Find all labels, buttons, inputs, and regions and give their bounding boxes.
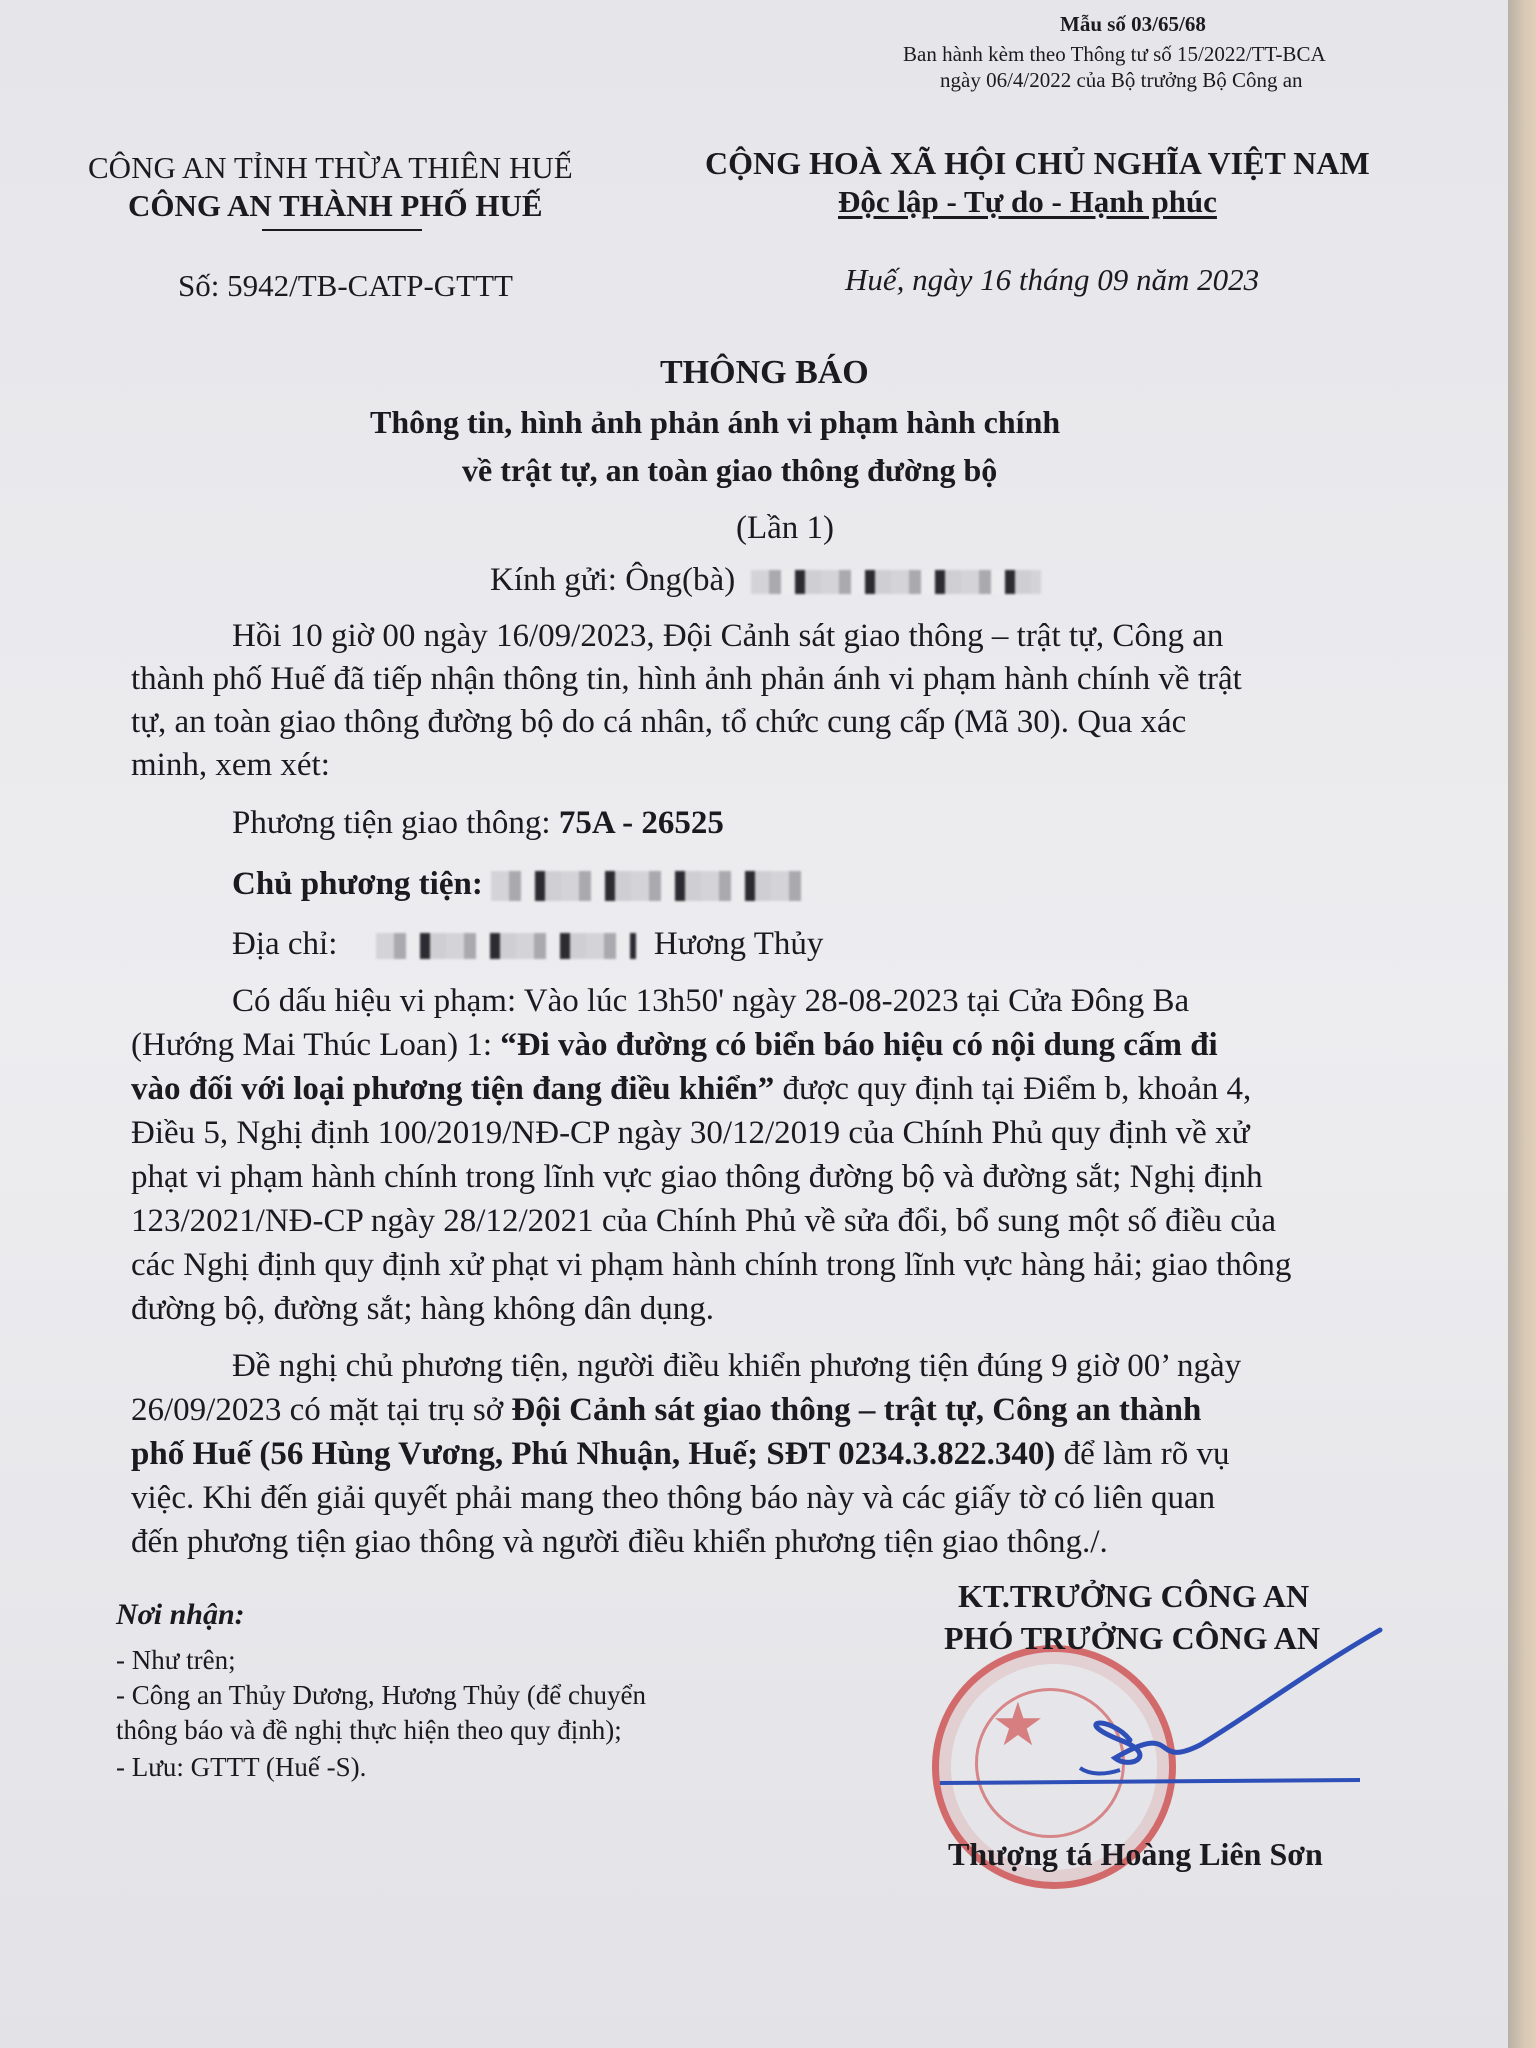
request-line-2 xyxy=(131,1392,1201,1429)
recipient-item-1: - Như trên; xyxy=(116,1645,236,1675)
intro-line-1: Hồi 10 giờ 00 ngày 16/09/2023, Đội Cảnh sát giao thông – trật tự, Công an xyxy=(232,618,1224,654)
violation-line-2 xyxy=(131,1027,1218,1064)
request-line-3 xyxy=(131,1436,1230,1473)
address-district: Hương Thủy xyxy=(653,926,824,962)
request-purpose: để làm rõ vụ xyxy=(1055,1436,1230,1472)
intro-line-2: thành phố Huế đã tiếp nhận thông tin, hình ảnh phản ánh vi phạm hành chính về trật xyxy=(131,661,1242,697)
subtitle-line-1: Thông tin, hình ảnh phản ánh vi phạm hành chính xyxy=(370,404,1061,440)
violation-line-6: 123/2021/NĐ-CP ngày 28/12/2021 của Chính Phủ về sửa đổi, bổ sung một số điều của xyxy=(131,1203,1277,1239)
violation-line-3 xyxy=(131,1071,1251,1108)
signature-title-2: PHÓ TRƯỞNG CÔNG AN xyxy=(944,1620,1321,1656)
document-number: Số: 5942/TB-CATP-GTTT xyxy=(178,268,513,303)
form-issued-by: Ban hành kèm theo Thông tư số 15/2022/TT-BCA xyxy=(903,42,1326,66)
seal-star-icon: ★ xyxy=(991,1692,1045,1758)
handwritten-signature xyxy=(930,1620,1390,1820)
redacted-address xyxy=(376,933,636,959)
intro-line-4: minh, xem xét: xyxy=(131,747,330,783)
violation-line-7: các Nghị định quy định xử phạt vi phạm hành chính trong lĩnh vực hàng hải; giao thông xyxy=(131,1247,1292,1283)
request-date: 26/09/2023 có mặt tại trụ sở xyxy=(131,1392,512,1428)
unit-underline xyxy=(262,229,422,231)
document-title: THÔNG BÁO xyxy=(660,354,869,391)
violation-line-8: đường bộ, đường sắt; hàng không dân dụng. xyxy=(131,1291,715,1327)
intro-line-3: tự, an toàn giao thông đường bộ do cá nhân, tổ chức cung cấp (Mã 30). Qua xác xyxy=(131,704,1187,740)
address-line xyxy=(232,926,823,963)
recipient-item-2-continued: thông báo và đề nghị thực hiện theo quy định); xyxy=(116,1715,622,1745)
recipients-heading: Nơi nhận: xyxy=(116,1598,245,1631)
request-office-address: phố Huế (56 Hùng Vương, Phú Nhuận, Huế; SĐT 0234.3.822.340) xyxy=(131,1436,1056,1472)
vehicle-line xyxy=(232,805,724,842)
owner-line xyxy=(232,866,801,903)
violation-line-1: Có dấu hiệu vi phạm: Vào lúc 13h50' ngày 28-08-2023 tại Cửa Đông Ba xyxy=(232,983,1190,1019)
violation-line-4: Điều 5, Nghị định 100/2019/NĐ-CP ngày 30/12/2019 của Chính Phủ quy định về xử xyxy=(131,1115,1250,1151)
national-motto: Độc lập - Tự do - Hạnh phúc xyxy=(838,184,1217,219)
recipient-item-2: - Công an Thủy Dương, Hương Thủy (để chuyển xyxy=(116,1680,647,1710)
violation-description-part-1: “Đi vào đường có biển báo hiệu có nội dung cấm đi xyxy=(500,1027,1218,1063)
signature-title-1: KT.TRƯỞNG CÔNG AN xyxy=(958,1578,1310,1614)
violation-location: (Hướng Mai Thúc Loan) 1: xyxy=(131,1027,501,1063)
subtitle-line-2: về trật tự, an toàn giao thông đường bộ xyxy=(462,452,998,488)
violation-description-part-2: vào đối với loại phương tiện đang điều khiển” xyxy=(131,1071,775,1107)
signer-name: Thượng tá Hoàng Liên Sơn xyxy=(948,1836,1323,1872)
violation-regulation-ref: được quy định tại Điểm b, khoản 4, xyxy=(774,1071,1252,1107)
request-line-4: việc. Khi đến giải quyết phải mang theo thông báo này và các giấy tờ có liên quan xyxy=(131,1480,1216,1516)
request-office: Đội Cảnh sát giao thông – trật tự, Công an thành xyxy=(511,1392,1202,1428)
owner-label: Chủ phương tiện: xyxy=(232,866,492,902)
vehicle-label: Phương tiện giao thông: xyxy=(232,805,559,841)
place-date: Huế, ngày 16 tháng 09 năm 2023 xyxy=(845,262,1260,297)
redacted-recipient-name xyxy=(751,570,1041,594)
form-issued-date: ngày 06/4/2022 của Bộ trưởng Bộ Công an xyxy=(940,68,1303,92)
recipient-label: Kính gửi: Ông(bà) xyxy=(490,562,736,598)
license-plate: 75A - 26525 xyxy=(558,805,724,841)
unit-name: CÔNG AN THÀNH PHỐ HUẾ xyxy=(128,188,543,223)
request-line-1: Đề nghị chủ phương tiện, người điều khiển phương tiện đúng 9 giờ 00’ ngày xyxy=(232,1348,1242,1384)
violation-line-5: phạt vi phạm hành chính trong lĩnh vực giao thông đường bộ và đường sắt; Nghị định xyxy=(131,1159,1263,1195)
request-line-5: đến phương tiện giao thông và người điều khiển phương tiện giao thông./. xyxy=(131,1524,1108,1560)
table-edge-background xyxy=(1508,0,1536,2048)
recipient-item-3: - Lưu: GTTT (Huế -S). xyxy=(116,1752,367,1782)
address-label: Địa chỉ: xyxy=(232,926,338,962)
recipient-line xyxy=(490,562,1041,599)
form-number: Mẫu số 03/65/68 xyxy=(1060,12,1206,36)
country-name: CỘNG HOÀ XÃ HỘI CHỦ NGHĨA VIỆT NAM xyxy=(705,145,1370,181)
agency-name: CÔNG AN TỈNH THỪA THIÊN HUẾ xyxy=(88,150,573,185)
redacted-owner-name xyxy=(491,871,801,901)
attempt-label: (Lần 1) xyxy=(736,510,835,546)
